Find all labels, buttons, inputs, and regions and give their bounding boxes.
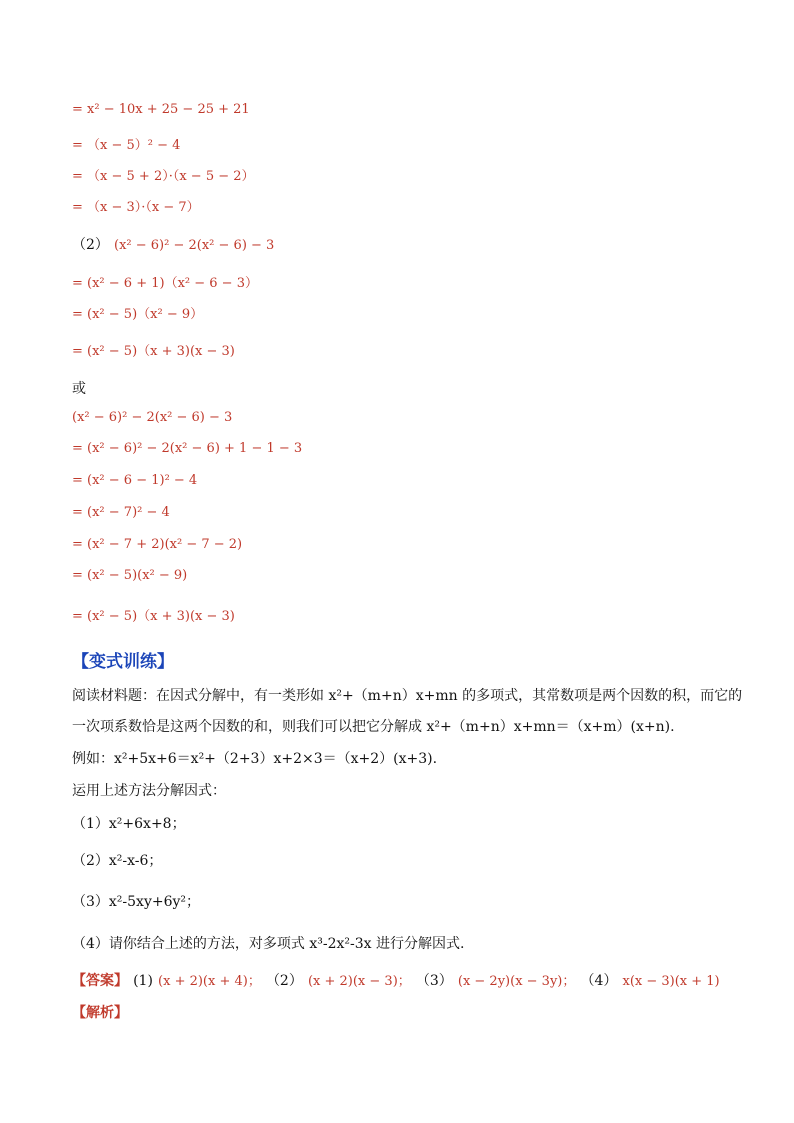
step-1-1: = x² − 10x + 25 − 25 + 21: [72, 102, 250, 117]
step-2-3: = (x² − 5)（x + 3)(x − 3): [72, 344, 235, 359]
answer-num-2: （2）: [265, 973, 303, 989]
or-label: 或: [72, 381, 86, 397]
reading-line-2: 一次项系数恰是这两个因数的和，则我们可以把它分解成 x²+（m+n）x+mn＝（x+m）(x+n).: [72, 719, 675, 735]
step-1-3: = （x − 5 + 2）·（x − 5 − 2）: [72, 169, 255, 184]
answer-line: [72, 970, 720, 990]
section-title: 【变式训练】: [72, 652, 174, 672]
step-1-2: = （x − 5）² − 4: [72, 138, 181, 153]
alt-step-4: = (x² − 7 + 2)(x² − 7 − 2): [72, 537, 243, 552]
part2-label: （2）: [72, 237, 109, 253]
alt-step-5: = (x² − 5)(x² − 9): [72, 568, 188, 583]
question-3: （3）x²-5xy+6y²；: [72, 894, 201, 910]
question-2: （2）x²-x-6；: [72, 853, 163, 869]
alt-step-6: = (x² − 5)（x + 3)(x − 3): [72, 609, 235, 624]
reading-line-1: 阅读材料题：在因式分解中，有一类形如 x²+（m+n）x+mn 的多项式，其常数项是两个因数的积，而它的: [72, 688, 743, 704]
answer-expr-2: (x + 2)(x − 3)；: [307, 974, 411, 989]
alt-step-2: = (x² − 6 − 1)² − 4: [72, 473, 198, 488]
analysis-label: 【解析】: [72, 1005, 128, 1021]
example-line: 例如：x²+5x+6＝x²+（2+3）x+2×3＝（x+2）(x+3).: [72, 751, 438, 767]
step-2-1: = (x² − 6 + 1)（x² − 6 − 3）: [72, 276, 258, 291]
part2-header: [72, 234, 274, 254]
alt-expr: (x² − 6)² − 2(x² − 6) − 3: [72, 410, 233, 425]
step-2-2: = (x² − 5)（x² − 9）: [72, 307, 204, 322]
answer-expr-4: x(x − 3)(x + 1): [622, 974, 720, 989]
step-1-4: = （x − 3）·（x − 7）: [72, 200, 200, 215]
instruction-line: 运用上述方法分解因式：: [72, 783, 226, 799]
answer-num-3: （3）: [415, 973, 453, 989]
part2-expr: (x² − 6)² − 2(x² − 6) − 3: [114, 238, 275, 253]
question-4: （4）请你结合上述的方法，对多项式 x³-2x²-3x 进行分解因式.: [72, 936, 465, 952]
answer-expr-1: (x + 2)(x + 4)；: [158, 974, 261, 989]
alt-step-3: = (x² − 7)² − 4: [72, 505, 170, 520]
answer-num-1: (1): [133, 973, 153, 989]
answer-expr-3: (x − 2y)(x − 3y)；: [457, 974, 576, 989]
question-1: （1）x²+6x+8；: [72, 816, 186, 832]
alt-step-1: = (x² − 6)² − 2(x² − 6) + 1 − 1 − 3: [72, 441, 303, 456]
answer-num-4: （4）: [580, 973, 618, 989]
answer-label: 【答案】: [72, 973, 128, 989]
